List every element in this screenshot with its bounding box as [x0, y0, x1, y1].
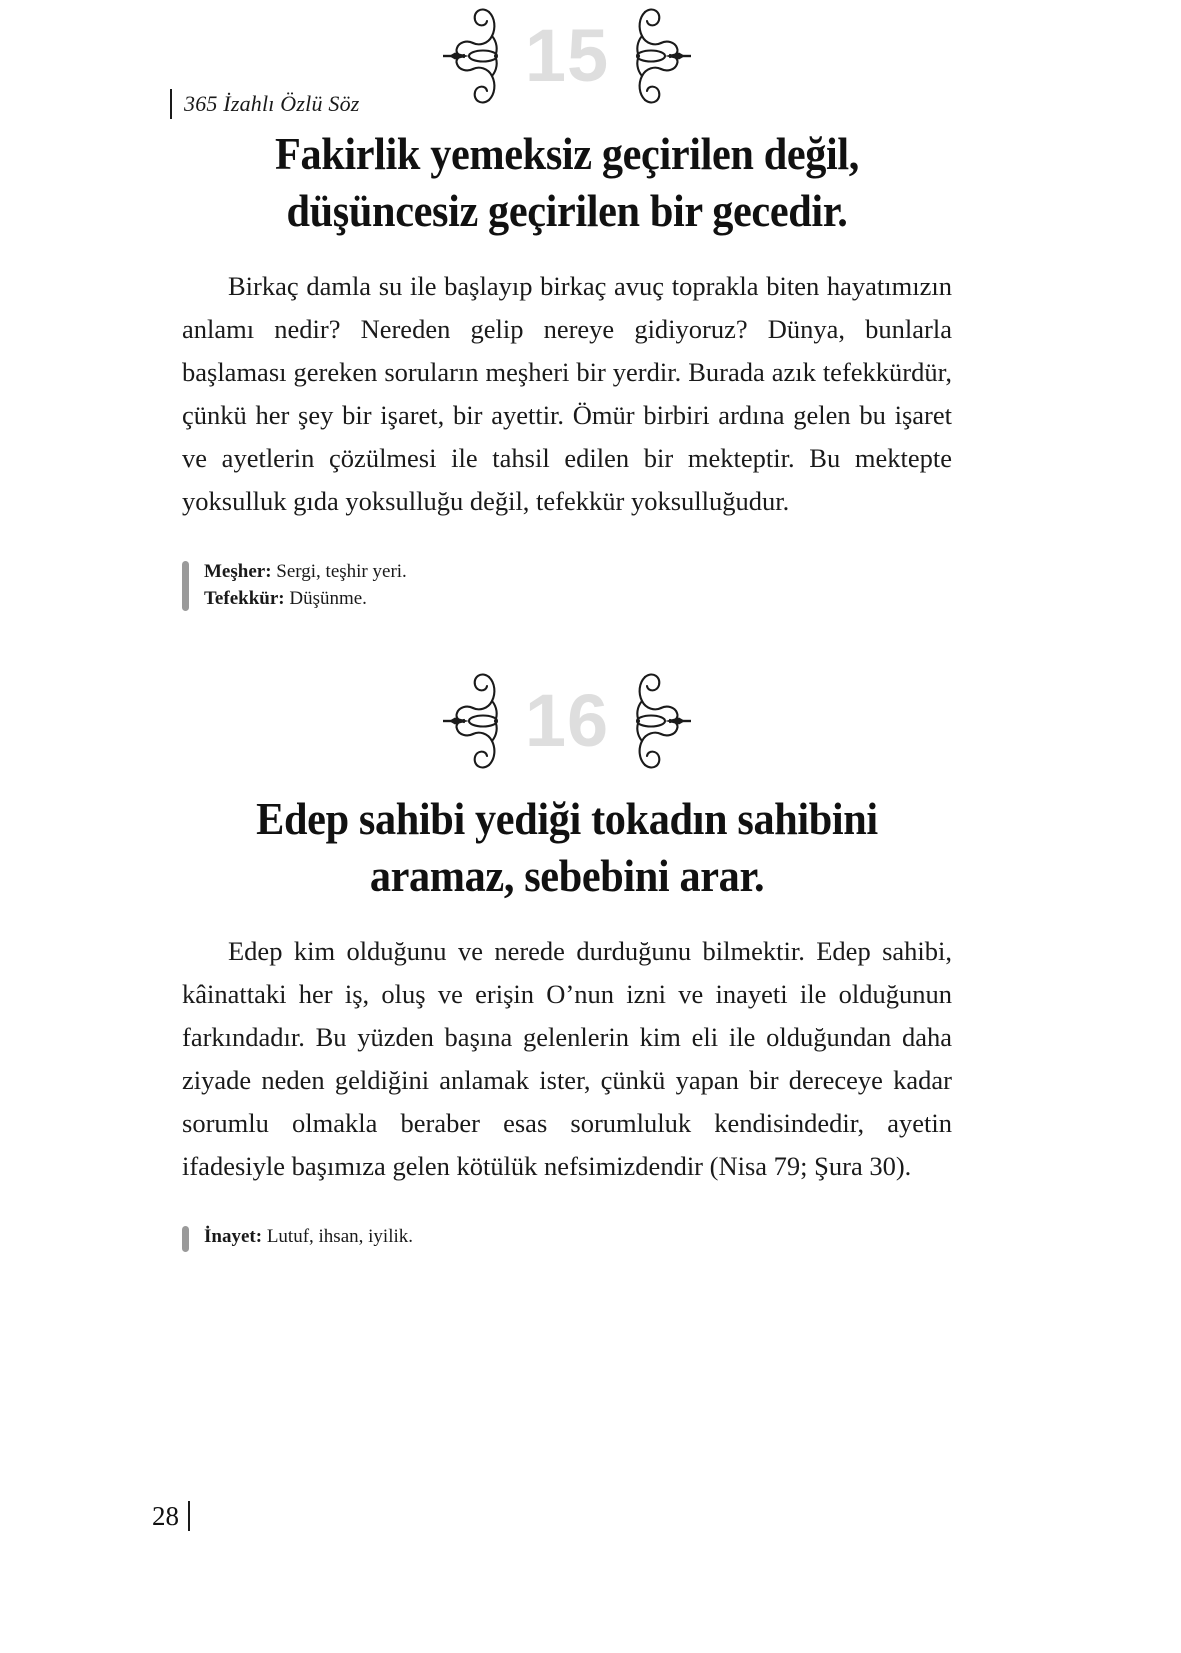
glossary-definition: Sergi, teşhir yeri.	[276, 560, 407, 582]
entry-ornament-row	[182, 665, 952, 777]
glossary-entry	[204, 1224, 952, 1251]
flourish-ornament-right	[629, 2, 691, 110]
entry-body-text: Edep kim olduğunu ve nerede durduğunu bilmektir. Edep sahibi, kâinattaki her iş, oluş ve erişin O’nun izni ve inayeti ile olduğunun farkındadır. Bu yüzden başına gelenlerin kim eli ile olduğundan daha ziyade neden geldiğini anlamak ister, çünkü yapan bir dereceye kadar sorumlu olmakla beraber esas sorumluluk kendisindedir, ayetin ifadesiyle başımıza gelen kötülük nefsimizdendir (Nisa 79; Şura 30).	[182, 936, 952, 1181]
entry-16	[182, 665, 952, 1254]
entry-number: 15	[524, 14, 610, 97]
entry-ornament-row	[182, 0, 952, 112]
folio-rule	[188, 1501, 190, 1531]
glossary-accent-bar	[182, 561, 189, 611]
glossary-note	[182, 1224, 952, 1254]
glossary-term: Tefekkür:	[204, 587, 285, 609]
flourish-ornament-left	[443, 667, 505, 775]
entry-title: Edep sahibi yediği tokadın sahibini aramaz, sebebini arar.	[256, 793, 878, 901]
page-content	[182, 0, 952, 1254]
page-number: 28	[152, 1500, 179, 1531]
entry-title: Fakirlik yemeksiz geçirilen değil, düşüncesiz geçirilen bir gecedir.	[274, 129, 860, 236]
glossary-entry	[204, 559, 952, 586]
glossary-definition: Lutuf, ihsan, iyilik.	[266, 1225, 413, 1247]
flourish-ornament-left	[443, 2, 505, 110]
header-rule	[170, 89, 172, 119]
entry-15	[182, 0, 952, 613]
glossary-entry	[204, 586, 952, 613]
glossary-term: Meşher:	[204, 560, 272, 582]
glossary-term: İnayet:	[204, 1225, 263, 1247]
entry-separator-space	[182, 613, 952, 665]
entry-body-text: Birkaç damla su ile başlayıp birkaç avuç toprakla biten hayatımızın anlamı nedir? Nereden gelip nereye gidiyoruz? Dünya, bunlarla başlaması gereken soruların meşheri bir yerdir. Burada azık tefekkürdür, çünkü her şey bir işaret, bir ayettir. Ömür birbiri ardına gelen bu işaret ve ayetlerin çözülmesi ile tahsil edilen bir mekteptir. Bu mektepte yoksulluk gıda yoksulluğu değil, tefekkür yoksulluğudur.	[182, 271, 952, 516]
page-folio	[152, 1497, 190, 1535]
glossary-definition: Düşünme.	[289, 587, 367, 609]
entry-number: 16	[524, 678, 610, 762]
glossary-note	[182, 559, 952, 613]
flourish-ornament-right	[629, 667, 691, 775]
running-header-title: 365 İzahlı Özlü Söz	[184, 91, 360, 116]
glossary-accent-bar	[182, 1226, 189, 1252]
